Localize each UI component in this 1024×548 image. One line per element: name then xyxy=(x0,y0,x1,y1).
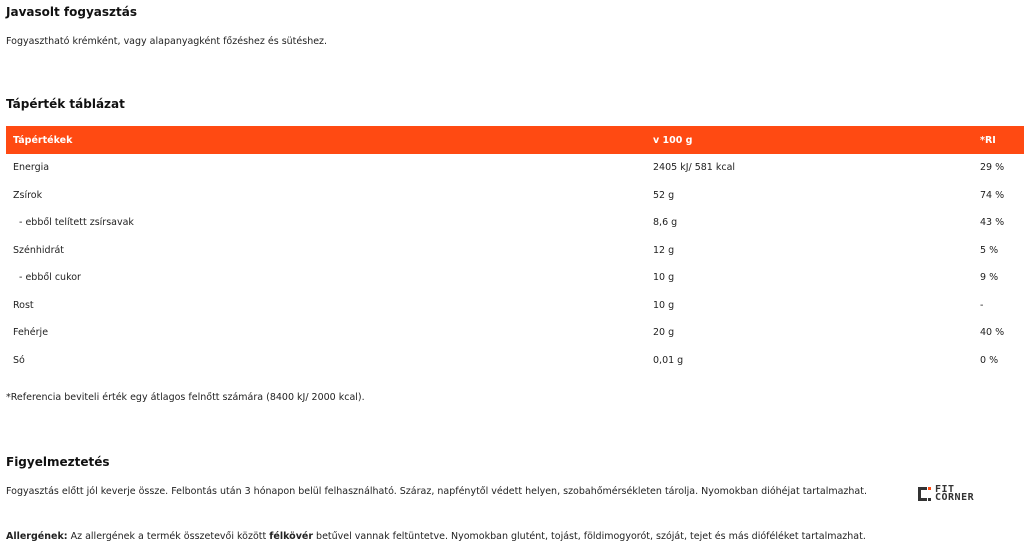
table-row xyxy=(6,237,1024,265)
table-row xyxy=(6,292,1024,320)
nutrient-name: Fehérje xyxy=(13,327,49,339)
header-nutrient: Tápértékek xyxy=(13,134,73,146)
header-ri: *RI xyxy=(980,134,996,146)
ri-footnote: *Referencia beviteli érték egy átlagos felnőtt számára (8400 kJ/ 2000 kcal). xyxy=(6,392,365,403)
table-row xyxy=(6,319,1024,347)
nutrient-per100: 2405 kJ/ 581 kcal xyxy=(653,162,736,174)
nutrient-ri: 0 % xyxy=(980,354,999,366)
nutrient-name: Rost xyxy=(13,299,34,311)
usage-title: Javasolt fogyasztás xyxy=(6,5,137,19)
table-row xyxy=(6,182,1024,210)
nutrient-name: Zsírok xyxy=(13,189,43,201)
header-per-100g: v 100 g xyxy=(653,134,693,146)
nutrient-ri: 40 % xyxy=(980,327,1005,339)
allergens-text-before: Az allergének a termék összetevői között xyxy=(67,531,270,542)
nutrient-per100: 12 g xyxy=(653,244,675,256)
table-row xyxy=(6,347,1024,375)
nutrient-per100: 20 g xyxy=(653,327,675,339)
warning-title: Figyelmeztetés xyxy=(6,455,110,469)
nutrition-table xyxy=(6,126,1024,374)
logo-word-fit: FIT xyxy=(935,484,955,495)
nutrient-ri: 9 % xyxy=(980,272,999,284)
nutrient-name: - ebből cukor xyxy=(19,272,81,284)
fit-corner-logo xyxy=(916,482,996,506)
table-row xyxy=(6,209,1024,237)
allergens-text xyxy=(6,531,866,542)
nutrient-per100: 8,6 g xyxy=(653,217,678,229)
allergens-bold-word: félkövér xyxy=(269,531,314,542)
nutrition-table-title: Tápérték táblázat xyxy=(6,97,125,111)
nutrient-name: Energia xyxy=(13,162,50,174)
fit-corner-logo-icon xyxy=(916,486,932,502)
nutrient-ri: 29 % xyxy=(980,162,1005,174)
nutrient-ri: 43 % xyxy=(980,217,1005,229)
nutrient-per100: 10 g xyxy=(653,272,675,284)
table-row xyxy=(6,154,1024,182)
allergens-text-after: betűvel vannak feltüntetve. Nyomokban glutént, tojást, földimogyorót, szóját, tejet és más dióféléket tartalmazhat. xyxy=(313,531,866,542)
nutrient-ri: 74 % xyxy=(980,189,1005,201)
table-row xyxy=(6,264,1024,292)
nutrient-per100: 10 g xyxy=(653,299,675,311)
nutrient-ri: 5 % xyxy=(980,244,999,256)
nutrient-name: Só xyxy=(13,354,25,366)
allergens-label: Allergének: xyxy=(6,531,68,542)
nutrient-name: Szénhidrát xyxy=(13,244,65,256)
nutrient-ri: - xyxy=(980,299,984,311)
usage-text: Fogyasztható krémként, vagy alapanyagként főzéshez és sütéshez. xyxy=(6,36,328,47)
nutrient-name: - ebből telített zsírsavak xyxy=(19,217,134,229)
logo-word-corner: CORNER xyxy=(935,492,975,503)
nutrient-per100: 0,01 g xyxy=(653,354,684,366)
nutrition-table-header xyxy=(6,126,1024,154)
warning-text: Fogyasztás előtt jól keverje össze. Felbontás után 3 hónapon belül felhasználható. Száraz, napfénytől védett helyen, szobahőmérsékleten tárolja. Nyomokban dióhéjat tartalmazhat. xyxy=(6,486,867,497)
nutrient-per100: 52 g xyxy=(653,189,675,201)
